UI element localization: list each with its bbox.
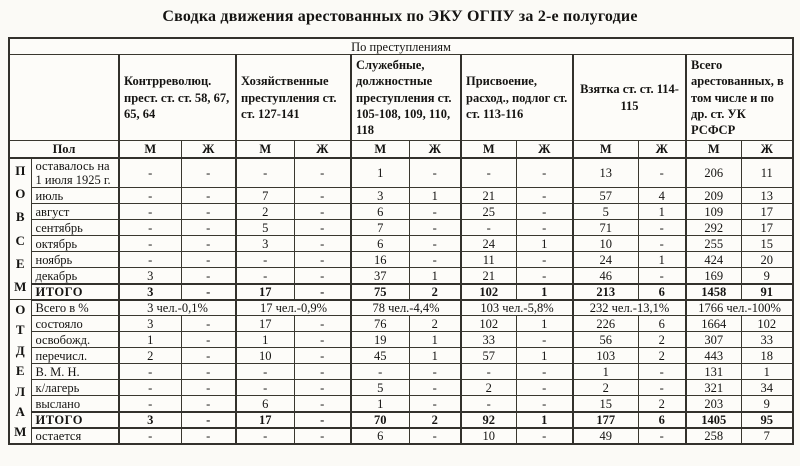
row-label: освобожд.	[31, 332, 119, 348]
data-cell: -	[294, 396, 351, 412]
data-cell: -	[516, 252, 573, 268]
data-cell: -	[294, 412, 351, 428]
data-cell: 102	[741, 316, 793, 332]
data-cell: 17	[236, 412, 294, 428]
data-cell: -	[516, 204, 573, 220]
data-cell: 17	[236, 284, 294, 300]
data-cell: -	[638, 158, 686, 188]
data-cell: 17	[741, 204, 793, 220]
data-cell: 443	[686, 348, 741, 364]
male-header: М	[461, 141, 516, 159]
data-cell: 1	[516, 284, 573, 300]
data-cell: 1	[409, 268, 461, 284]
data-cell: -	[181, 188, 236, 204]
data-cell: -	[294, 252, 351, 268]
data-cell: 1664	[686, 316, 741, 332]
data-cell: 209	[686, 188, 741, 204]
data-cell: -	[409, 428, 461, 444]
data-cell: -	[638, 220, 686, 236]
data-cell: 24	[573, 252, 638, 268]
data-cell: -	[638, 268, 686, 284]
data-cell: 1	[351, 396, 409, 412]
column-group-embezzlement: Присвоение, расход., подлог ст. ст. 113-116	[461, 55, 573, 141]
data-cell: -	[294, 204, 351, 220]
data-cell: -	[409, 396, 461, 412]
data-cell: -	[409, 158, 461, 188]
data-cell: 102	[461, 316, 516, 332]
data-cell: 1	[741, 364, 793, 380]
data-cell: 1	[409, 332, 461, 348]
vertical-letter: О	[15, 185, 26, 201]
data-cell: 2	[573, 380, 638, 396]
table-row	[9, 300, 793, 316]
female-header: Ж	[741, 141, 793, 159]
table-row	[9, 380, 793, 396]
data-cell: 226	[573, 316, 638, 332]
data-cell: 21	[461, 188, 516, 204]
row-label: июль	[31, 188, 119, 204]
row-label: оставалось на 1 июля 1925 г.	[31, 158, 119, 188]
data-cell: 258	[686, 428, 741, 444]
data-cell: -	[236, 158, 294, 188]
data-cell: -	[236, 380, 294, 396]
row-label: ИТОГО	[31, 284, 119, 300]
data-cell: 109	[686, 204, 741, 220]
data-cell: -	[181, 316, 236, 332]
vertical-letter: Е	[15, 363, 25, 379]
row-label: перечисл.	[31, 348, 119, 364]
data-cell: 56	[573, 332, 638, 348]
vertical-letter: В	[15, 209, 25, 225]
data-cell: -	[181, 284, 236, 300]
data-cell: -	[294, 220, 351, 236]
data-cell: 16	[351, 252, 409, 268]
data-cell: -	[236, 268, 294, 284]
data-cell: 307	[686, 332, 741, 348]
data-cell: -	[294, 348, 351, 364]
data-cell: -	[294, 380, 351, 396]
data-cell: 33	[741, 332, 793, 348]
data-cell: 2	[119, 348, 181, 364]
table-body	[9, 158, 793, 444]
vertical-letter: С	[15, 232, 25, 248]
data-cell: 95	[741, 412, 793, 428]
data-cell: 15	[741, 236, 793, 252]
data-cell: 2	[638, 348, 686, 364]
table-row	[9, 252, 793, 268]
data-cell: 7	[741, 428, 793, 444]
data-cell: 1	[516, 412, 573, 428]
data-cell: -	[516, 188, 573, 204]
data-cell: 103	[573, 348, 638, 364]
data-cell: 203	[686, 396, 741, 412]
female-header: Ж	[638, 141, 686, 159]
data-cell: -	[516, 268, 573, 284]
data-cell: -	[409, 380, 461, 396]
vertical-letter: Д	[15, 342, 25, 358]
data-cell: 255	[686, 236, 741, 252]
data-cell: 213	[573, 284, 638, 300]
data-cell: 6	[351, 428, 409, 444]
data-cell: 1	[573, 364, 638, 380]
data-cell: -	[119, 428, 181, 444]
data-cell: 232 чел.-13,1%	[573, 300, 686, 316]
data-cell: -	[516, 158, 573, 188]
data-cell: -	[294, 268, 351, 284]
row-label: октябрь	[31, 236, 119, 252]
row-label: ИТОГО	[31, 412, 119, 428]
data-cell: -	[461, 396, 516, 412]
data-cell: 3	[351, 188, 409, 204]
vertical-letter: П	[15, 162, 26, 178]
data-cell: 49	[573, 428, 638, 444]
section-vertical-label	[9, 300, 31, 444]
data-cell: -	[409, 364, 461, 380]
document-page	[0, 8, 800, 445]
data-cell: -	[516, 380, 573, 396]
row-label: состояло	[31, 316, 119, 332]
data-cell: -	[516, 364, 573, 380]
data-cell: 1	[351, 158, 409, 188]
row-label: остается	[31, 428, 119, 444]
data-cell: 2	[409, 412, 461, 428]
data-cell: 11	[461, 252, 516, 268]
data-cell: 34	[741, 380, 793, 396]
data-cell: 6	[236, 396, 294, 412]
data-cell: 2	[461, 380, 516, 396]
row-label: Всего в %	[31, 300, 119, 316]
vertical-letter: О	[15, 302, 26, 318]
table-row	[9, 204, 793, 220]
data-cell: 103 чел.-5,8%	[461, 300, 573, 316]
vertical-letter: А	[15, 403, 25, 419]
table-row	[9, 396, 793, 412]
data-cell: -	[181, 428, 236, 444]
column-group-total: Всего арестованных, в том числе и по др. ст. УК РСФСР	[686, 55, 793, 141]
data-cell: 13	[573, 158, 638, 188]
data-cell: 177	[573, 412, 638, 428]
data-cell: -	[181, 348, 236, 364]
data-cell: 6	[638, 316, 686, 332]
data-cell: -	[461, 364, 516, 380]
data-cell: -	[294, 158, 351, 188]
data-cell: 1	[409, 348, 461, 364]
data-cell: 2	[409, 316, 461, 332]
data-cell: 1	[236, 332, 294, 348]
data-cell: 1	[516, 316, 573, 332]
data-cell: -	[236, 428, 294, 444]
female-header: Ж	[516, 141, 573, 159]
data-cell: 2	[236, 204, 294, 220]
data-cell: -	[294, 284, 351, 300]
data-cell: 3	[119, 268, 181, 284]
data-cell: -	[181, 252, 236, 268]
male-header: М	[686, 141, 741, 159]
data-cell: 3	[119, 412, 181, 428]
data-cell: 7	[236, 188, 294, 204]
data-cell: -	[181, 380, 236, 396]
male-header: М	[573, 141, 638, 159]
vertical-letter: М	[14, 279, 27, 295]
data-cell: 70	[351, 412, 409, 428]
data-cell: 17	[236, 316, 294, 332]
data-cell: 102	[461, 284, 516, 300]
male-header: М	[236, 141, 294, 159]
vertical-letter: Е	[15, 255, 25, 271]
data-cell: 57	[573, 188, 638, 204]
table-row	[9, 236, 793, 252]
data-cell: -	[516, 396, 573, 412]
data-cell: -	[119, 252, 181, 268]
banner-row	[9, 38, 793, 55]
arrest-summary-table	[8, 37, 794, 445]
sex-header-row	[9, 141, 793, 159]
data-cell: 10	[573, 236, 638, 252]
data-cell: -	[516, 220, 573, 236]
data-cell: 1405	[686, 412, 741, 428]
banner-cell: По преступлениям	[9, 38, 793, 55]
data-cell: -	[294, 188, 351, 204]
table-row	[9, 284, 793, 300]
corner-cell	[9, 55, 119, 141]
data-cell: -	[119, 236, 181, 252]
data-cell: 19	[351, 332, 409, 348]
data-cell: -	[119, 204, 181, 220]
table-row	[9, 220, 793, 236]
column-groups-row	[9, 55, 793, 141]
female-header: Ж	[181, 141, 236, 159]
data-cell: -	[294, 428, 351, 444]
data-cell: 3	[236, 236, 294, 252]
data-cell: 25	[461, 204, 516, 220]
data-cell: -	[119, 396, 181, 412]
pol-header-cell: Пол	[9, 141, 119, 159]
data-cell: 91	[741, 284, 793, 300]
data-cell: -	[181, 364, 236, 380]
data-cell: 21	[461, 268, 516, 284]
data-cell: 206	[686, 158, 741, 188]
row-label: ноябрь	[31, 252, 119, 268]
table-row	[9, 348, 793, 364]
data-cell: 15	[573, 396, 638, 412]
data-cell: 2	[638, 332, 686, 348]
vertical-letter: Т	[15, 322, 25, 338]
column-group-counterrev: Контрреволюц. прест. ст. ст. 58, 67, 65, 64	[119, 55, 236, 141]
male-header: М	[351, 141, 409, 159]
row-label: выслано	[31, 396, 119, 412]
data-cell: -	[181, 158, 236, 188]
data-cell: -	[294, 364, 351, 380]
data-cell: 24	[461, 236, 516, 252]
data-cell: 78 чел.-4,4%	[351, 300, 461, 316]
data-cell: 5	[351, 380, 409, 396]
data-cell: -	[409, 220, 461, 236]
female-header: Ж	[409, 141, 461, 159]
data-cell: 1	[409, 188, 461, 204]
data-cell: 1	[516, 236, 573, 252]
data-cell: 1	[516, 348, 573, 364]
table-row	[9, 428, 793, 444]
data-cell: 6	[638, 284, 686, 300]
data-cell: -	[638, 364, 686, 380]
data-cell: -	[409, 252, 461, 268]
data-cell: -	[516, 332, 573, 348]
data-cell: -	[294, 316, 351, 332]
data-cell: 321	[686, 380, 741, 396]
vertical-letter: М	[14, 424, 27, 440]
data-cell: 57	[461, 348, 516, 364]
data-cell: 9	[741, 396, 793, 412]
data-cell: 1	[638, 252, 686, 268]
data-cell: -	[236, 252, 294, 268]
table-row	[9, 332, 793, 348]
data-cell: -	[181, 412, 236, 428]
data-cell: -	[181, 268, 236, 284]
data-cell: 18	[741, 348, 793, 364]
data-cell: -	[181, 236, 236, 252]
data-cell: -	[181, 332, 236, 348]
data-cell: 45	[351, 348, 409, 364]
data-cell: 3 чел.-0,1%	[119, 300, 236, 316]
data-cell: 3	[119, 284, 181, 300]
column-group-economic: Хозяйственные преступления ст. ст. 127-141	[236, 55, 351, 141]
data-cell: -	[294, 236, 351, 252]
data-cell: -	[638, 380, 686, 396]
section-vertical-label	[9, 158, 31, 300]
table-header	[9, 38, 793, 158]
data-cell: -	[409, 236, 461, 252]
data-cell: 1	[119, 332, 181, 348]
table-row	[9, 364, 793, 380]
data-cell: 169	[686, 268, 741, 284]
data-cell: 2	[638, 396, 686, 412]
data-cell: 71	[573, 220, 638, 236]
data-cell: 1766 чел.-100%	[686, 300, 793, 316]
data-cell: 37	[351, 268, 409, 284]
data-cell: -	[351, 364, 409, 380]
data-cell: -	[638, 236, 686, 252]
data-cell: 4	[638, 188, 686, 204]
data-cell: 131	[686, 364, 741, 380]
data-cell: 6	[351, 236, 409, 252]
table-row	[9, 188, 793, 204]
row-label: сентябрь	[31, 220, 119, 236]
table-row	[9, 268, 793, 284]
data-cell: -	[409, 204, 461, 220]
data-cell: 75	[351, 284, 409, 300]
data-cell: -	[516, 428, 573, 444]
data-cell: 10	[236, 348, 294, 364]
table-row	[9, 412, 793, 428]
data-cell: 17 чел.-0,9%	[236, 300, 351, 316]
data-cell: 2	[409, 284, 461, 300]
data-cell: 11	[741, 158, 793, 188]
data-cell: 20	[741, 252, 793, 268]
data-cell: -	[119, 158, 181, 188]
data-cell: 3	[119, 316, 181, 332]
row-label: к/лагерь	[31, 380, 119, 396]
table-row	[9, 316, 793, 332]
data-cell: -	[236, 364, 294, 380]
row-label: август	[31, 204, 119, 220]
female-header: Ж	[294, 141, 351, 159]
data-cell: -	[638, 428, 686, 444]
data-cell: 292	[686, 220, 741, 236]
data-cell: 1	[638, 204, 686, 220]
column-group-bribery: Взятка ст. ст. 114-115	[573, 55, 686, 141]
data-cell: 46	[573, 268, 638, 284]
data-cell: -	[119, 364, 181, 380]
male-header: М	[119, 141, 181, 159]
data-cell: 424	[686, 252, 741, 268]
vertical-letter: Л	[15, 383, 26, 399]
data-cell: 17	[741, 220, 793, 236]
data-cell: -	[119, 188, 181, 204]
data-cell: -	[181, 396, 236, 412]
data-cell: 1458	[686, 284, 741, 300]
data-cell: 9	[741, 268, 793, 284]
data-cell: 7	[351, 220, 409, 236]
data-cell: -	[461, 220, 516, 236]
data-cell: -	[181, 204, 236, 220]
data-cell: -	[119, 220, 181, 236]
data-cell: 76	[351, 316, 409, 332]
data-cell: 5	[573, 204, 638, 220]
data-cell: 33	[461, 332, 516, 348]
data-cell: 5	[236, 220, 294, 236]
data-cell: -	[119, 380, 181, 396]
data-cell: 6	[351, 204, 409, 220]
data-cell: -	[294, 332, 351, 348]
page-title: Сводка движения арестованных по ЭКУ ОГПУ за 2-е полугодие	[162, 8, 638, 25]
data-cell: -	[461, 158, 516, 188]
data-cell: 92	[461, 412, 516, 428]
data-cell: 13	[741, 188, 793, 204]
data-cell: 6	[638, 412, 686, 428]
row-label: декабрь	[31, 268, 119, 284]
table-row	[9, 158, 793, 188]
data-cell: 10	[461, 428, 516, 444]
data-cell: -	[181, 220, 236, 236]
row-label: В. М. Н.	[31, 364, 119, 380]
column-group-official: Служебные, должностные преступления ст. 105-108, 109, 110, 118	[351, 55, 461, 141]
